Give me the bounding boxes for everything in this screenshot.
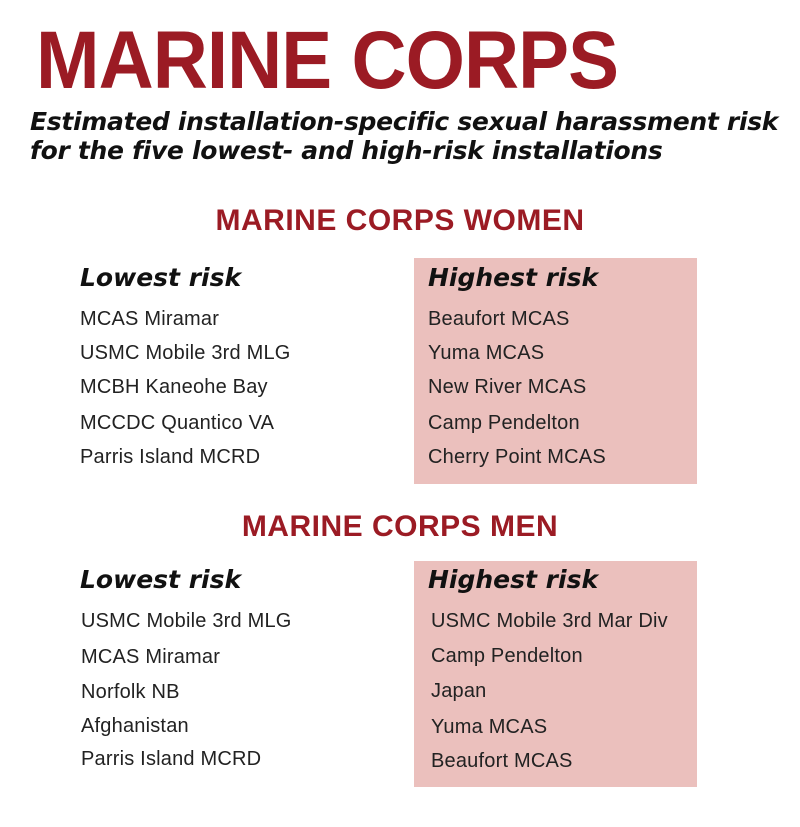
men-lowest-risk-heading: Lowest risk xyxy=(80,565,242,594)
list-item: Japan xyxy=(431,680,487,702)
list-item: Camp Pendelton xyxy=(431,645,583,667)
list-item: Afghanistan xyxy=(81,715,189,737)
men-lowest-risk-list xyxy=(81,610,292,782)
list-item: MCBH Kaneohe Bay xyxy=(80,376,268,398)
list-item: Yuma MCAS xyxy=(431,716,548,738)
list-item: MCCDC Quantico VA xyxy=(80,412,275,434)
list-item: Yuma MCAS xyxy=(428,342,545,364)
page-subtitle: Estimated installation-specific sexual harassment risk for the five lowest- and high-risk installations xyxy=(30,107,779,165)
list-item: New River MCAS xyxy=(428,376,587,398)
women-lowest-risk-heading: Lowest risk xyxy=(80,263,242,292)
women-highest-risk-list xyxy=(428,308,606,480)
list-item: MCAS Miramar xyxy=(80,308,220,330)
men-highest-risk-list xyxy=(431,610,668,784)
section-heading-women: MARINE CORPS WOMEN xyxy=(215,204,585,237)
list-item: USMC Mobile 3rd MLG xyxy=(81,610,292,632)
list-item: Norfolk NB xyxy=(81,681,180,703)
list-item: Beaufort MCAS xyxy=(428,308,570,330)
list-item: USMC Mobile 3rd MLG xyxy=(80,342,291,364)
list-item: Camp Pendelton xyxy=(428,412,580,434)
list-item: MCAS Miramar xyxy=(81,646,221,668)
list-item: USMC Mobile 3rd Mar Div xyxy=(431,610,668,632)
section-heading-men: MARINE CORPS MEN xyxy=(241,510,559,543)
list-item: Cherry Point MCAS xyxy=(428,446,606,468)
list-item: Beaufort MCAS xyxy=(431,750,573,772)
page-title: MARINE CORPS xyxy=(36,15,619,106)
women-lowest-risk-list xyxy=(80,308,291,480)
list-item: Parris Island MCRD xyxy=(80,446,261,468)
men-highest-risk-heading: Highest risk xyxy=(428,565,599,594)
women-highest-risk-heading: Highest risk xyxy=(428,263,599,292)
list-item: Parris Island MCRD xyxy=(81,748,262,770)
